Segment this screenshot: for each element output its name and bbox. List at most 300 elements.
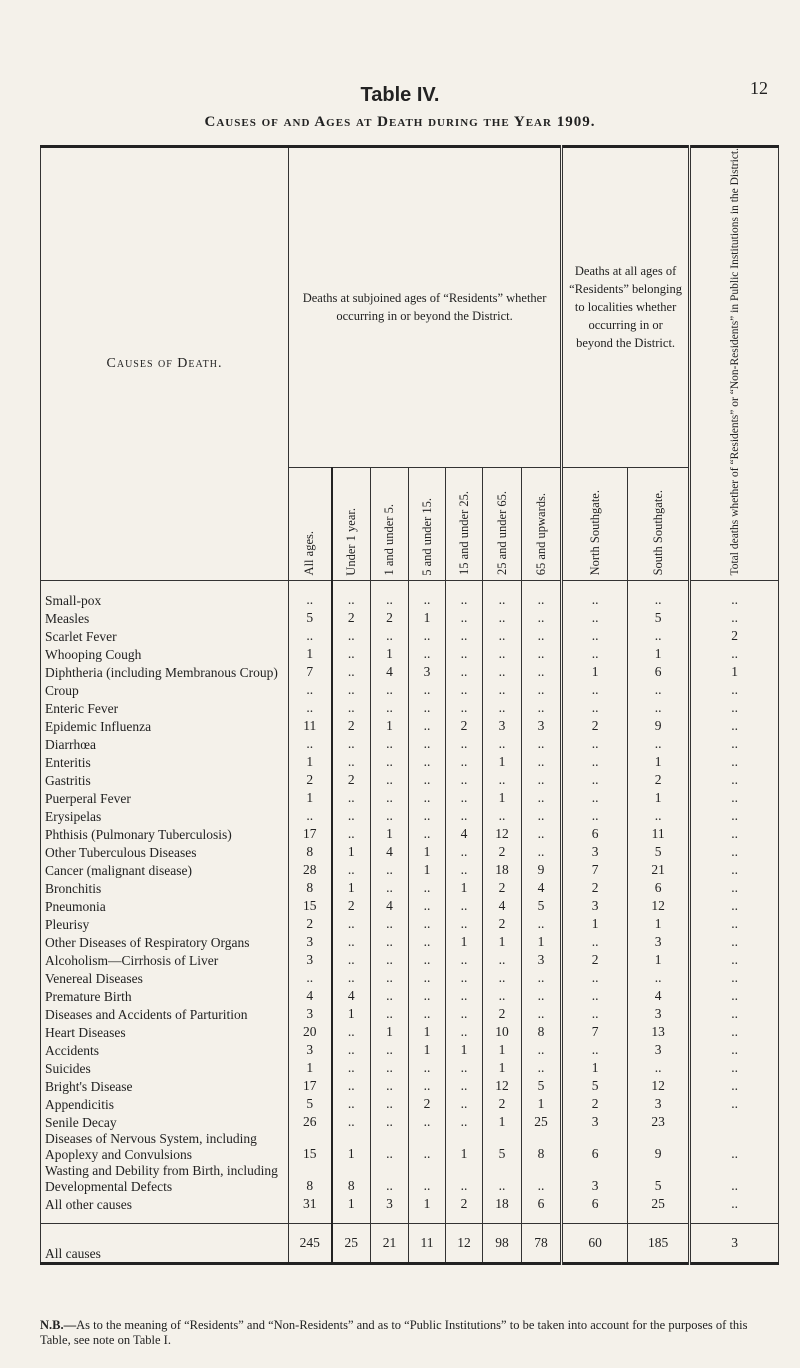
cell: 1 — [409, 1023, 446, 1041]
cell: 1 — [409, 861, 446, 879]
cell: .. — [409, 1131, 446, 1163]
cell: 1 — [522, 933, 562, 951]
table-row — [41, 591, 779, 609]
cell: 3 — [289, 951, 332, 969]
cell: 21 — [371, 1223, 409, 1263]
cell: .. — [332, 1059, 371, 1077]
cell: 2 — [332, 771, 371, 789]
cell: 2 — [289, 915, 332, 933]
table-row — [41, 627, 779, 645]
cell: 4 — [628, 987, 690, 1005]
cell: .. — [483, 645, 522, 663]
cause-label: Accidents — [41, 1041, 289, 1059]
spacer-cell — [41, 1213, 289, 1224]
cell: .. — [409, 1077, 446, 1095]
cell: .. — [446, 897, 483, 915]
table-row — [41, 1041, 779, 1059]
cell: 5 — [483, 1131, 522, 1163]
cell: 6 — [628, 663, 690, 681]
spacer-cell — [522, 1213, 562, 1224]
cell: .. — [690, 825, 779, 843]
cell: .. — [628, 735, 690, 753]
cell: 26 — [289, 1113, 332, 1131]
cell: 2 — [332, 897, 371, 915]
cell: .. — [409, 1163, 446, 1195]
cell: 1 — [628, 915, 690, 933]
cell: 4 — [371, 843, 409, 861]
cell: .. — [446, 699, 483, 717]
cell: .. — [409, 933, 446, 951]
cell: .. — [332, 1095, 371, 1113]
cell: 3 — [483, 717, 522, 735]
spacer-cell — [409, 580, 446, 591]
cell: .. — [332, 699, 371, 717]
cell: .. — [562, 933, 628, 951]
cause-label: Bronchitis — [41, 879, 289, 897]
cell: 78 — [522, 1223, 562, 1263]
cell: .. — [628, 627, 690, 645]
cause-label: Enteritis — [41, 753, 289, 771]
cell: .. — [522, 789, 562, 807]
cell: 1 — [371, 645, 409, 663]
cell: 2 — [483, 1005, 522, 1023]
cause-label: Diphtheria (including Membranous Croup) — [41, 663, 289, 681]
cell: 18 — [483, 1195, 522, 1213]
cell: 25 — [332, 1223, 371, 1263]
cell: .. — [522, 681, 562, 699]
cell: 25 — [522, 1113, 562, 1131]
cell: .. — [446, 987, 483, 1005]
cell: 2 — [332, 717, 371, 735]
table-row — [41, 645, 779, 663]
cell: 3 — [562, 1113, 628, 1131]
cell: .. — [409, 807, 446, 825]
cell: 2 — [483, 915, 522, 933]
cell: .. — [690, 1059, 779, 1077]
cell: .. — [483, 807, 522, 825]
table-row — [41, 951, 779, 969]
cell: .. — [690, 717, 779, 735]
cell: 1 — [483, 1059, 522, 1077]
cell: 7 — [562, 861, 628, 879]
cause-label: Alcoholism—Cirrhosis of Liver — [41, 951, 289, 969]
header-25-to-65: 25 and under 65. — [483, 467, 522, 580]
cell: 13 — [628, 1023, 690, 1041]
cell: 6 — [562, 1131, 628, 1163]
cell: .. — [690, 753, 779, 771]
cell: .. — [371, 1095, 409, 1113]
cell: .. — [371, 1005, 409, 1023]
table-row — [41, 1113, 779, 1131]
cell: .. — [446, 609, 483, 627]
cell: 1 — [409, 1041, 446, 1059]
cell: .. — [409, 987, 446, 1005]
cell: .. — [409, 897, 446, 915]
cell: .. — [446, 915, 483, 933]
cause-label: Diseases of Nervous System, including Apoplexy and Convulsions — [41, 1131, 289, 1163]
cell: .. — [690, 1041, 779, 1059]
cell: 6 — [628, 879, 690, 897]
cell: .. — [409, 753, 446, 771]
cell: .. — [332, 951, 371, 969]
cell: .. — [371, 861, 409, 879]
cause-label: Measles — [41, 609, 289, 627]
cell: 3 — [289, 933, 332, 951]
cell: .. — [371, 951, 409, 969]
causes-of-death-table — [40, 145, 779, 1265]
cell: .. — [690, 1023, 779, 1041]
cell: .. — [446, 1005, 483, 1023]
table-row — [41, 897, 779, 915]
cell: 1 — [371, 717, 409, 735]
cause-label: Senile Decay — [41, 1113, 289, 1131]
table-row — [41, 915, 779, 933]
cell: 4 — [483, 897, 522, 915]
cell: 1 — [483, 753, 522, 771]
cell: 1 — [289, 1059, 332, 1077]
cell: .. — [409, 735, 446, 753]
cell: 2 — [562, 879, 628, 897]
header-causes: Causes of Death. — [41, 147, 289, 581]
cell: .. — [371, 1077, 409, 1095]
spacer-cell — [483, 580, 522, 591]
cell: .. — [332, 1041, 371, 1059]
cell: .. — [332, 1077, 371, 1095]
table-subtitle: Causes of and Ages at Death during the Year 1909. — [204, 114, 596, 130]
cell: .. — [446, 645, 483, 663]
cell: .. — [446, 771, 483, 789]
cell: 7 — [289, 663, 332, 681]
cell: .. — [371, 1163, 409, 1195]
cell: .. — [371, 735, 409, 753]
cell: .. — [446, 1163, 483, 1195]
cell: 1 — [332, 843, 371, 861]
cell: .. — [628, 1059, 690, 1077]
cell: .. — [690, 771, 779, 789]
cell: .. — [562, 969, 628, 987]
cell: .. — [446, 969, 483, 987]
cell: 1 — [483, 1041, 522, 1059]
cell: 2 — [562, 717, 628, 735]
cell: 1 — [332, 1195, 371, 1213]
cell: .. — [522, 591, 562, 609]
cell: .. — [522, 987, 562, 1005]
cell: .. — [483, 609, 522, 627]
cell: 1 — [522, 1095, 562, 1113]
cell: 4 — [522, 879, 562, 897]
cell: 4 — [289, 987, 332, 1005]
cell: .. — [483, 1163, 522, 1195]
cell: 2 — [409, 1095, 446, 1113]
cell: .. — [690, 951, 779, 969]
cell: 12 — [446, 1223, 483, 1263]
cell: 1 — [289, 645, 332, 663]
cell: .. — [483, 969, 522, 987]
cell: 11 — [628, 825, 690, 843]
cell: .. — [289, 627, 332, 645]
spacer-cell — [446, 1213, 483, 1224]
cell: .. — [562, 645, 628, 663]
cell: .. — [562, 1041, 628, 1059]
cell: 3 — [371, 1195, 409, 1213]
cell: 2 — [483, 1095, 522, 1113]
cause-label: Venereal Diseases — [41, 969, 289, 987]
cell: 31 — [289, 1195, 332, 1213]
cell: .. — [690, 897, 779, 915]
table-row — [41, 771, 779, 789]
cell: 5 — [289, 1095, 332, 1113]
table-row — [41, 987, 779, 1005]
cause-label: Enteric Fever — [41, 699, 289, 717]
table-body — [41, 580, 779, 1263]
cell: .. — [446, 663, 483, 681]
cell: .. — [628, 699, 690, 717]
cell: .. — [628, 969, 690, 987]
table-row — [41, 1005, 779, 1023]
header-65-upwards: 65 and upwards. — [522, 467, 562, 580]
spacer-cell — [690, 580, 779, 591]
spacer-cell — [562, 1213, 628, 1224]
cell: .. — [409, 717, 446, 735]
cell: 1 — [628, 753, 690, 771]
cell: 12 — [628, 897, 690, 915]
cell: 9 — [628, 1131, 690, 1163]
cell: .. — [690, 933, 779, 951]
cell: .. — [483, 699, 522, 717]
spacer-row — [41, 580, 779, 591]
cell: 8 — [289, 1163, 332, 1195]
cell: .. — [289, 699, 332, 717]
cell: .. — [522, 663, 562, 681]
cell: 21 — [628, 861, 690, 879]
cell: .. — [446, 843, 483, 861]
cause-label: Small-pox — [41, 591, 289, 609]
table-row — [41, 681, 779, 699]
cell: .. — [332, 663, 371, 681]
cell: 3 — [628, 1041, 690, 1059]
cell: .. — [332, 1023, 371, 1041]
cell: .. — [562, 771, 628, 789]
cell: .. — [446, 1113, 483, 1131]
cell: .. — [332, 861, 371, 879]
cell: .. — [409, 969, 446, 987]
cell: 3 — [522, 717, 562, 735]
cell: .. — [522, 825, 562, 843]
table-row — [41, 1163, 779, 1195]
cell: 4 — [371, 663, 409, 681]
cell: .. — [562, 591, 628, 609]
cause-label: Diseases and Accidents of Parturition — [41, 1005, 289, 1023]
cause-label: Other Diseases of Respiratory Organs — [41, 933, 289, 951]
cell: .. — [409, 1005, 446, 1023]
cause-label: Appendicitis — [41, 1095, 289, 1113]
cause-label: Suicides — [41, 1059, 289, 1077]
cell: .. — [483, 681, 522, 699]
table-row — [41, 933, 779, 951]
cell: 15 — [289, 897, 332, 915]
cell: 6 — [562, 1195, 628, 1213]
table-row — [41, 735, 779, 753]
header-group-localities: Deaths at all ages of “Residents” belonging to localities whether occurring in or beyond the District. — [562, 147, 690, 468]
cell: 23 — [628, 1113, 690, 1131]
cell: .. — [690, 1095, 779, 1113]
cell: .. — [690, 1163, 779, 1195]
cell: .. — [522, 1059, 562, 1077]
cell: .. — [446, 735, 483, 753]
cell: 1 — [332, 1005, 371, 1023]
cell: .. — [522, 969, 562, 987]
cell: 12 — [628, 1077, 690, 1095]
spacer-cell — [446, 580, 483, 591]
cell: 3 — [289, 1041, 332, 1059]
table-row — [41, 1131, 779, 1163]
cell: 1 — [371, 825, 409, 843]
cause-label: Premature Birth — [41, 987, 289, 1005]
cell: 2 — [483, 843, 522, 861]
cell: .. — [446, 1023, 483, 1041]
cell: 1 — [483, 1113, 522, 1131]
header-1-to-5: 1 and under 5. — [371, 467, 409, 580]
cell: 1 — [409, 1195, 446, 1213]
table-row — [41, 1023, 779, 1041]
cell: .. — [332, 825, 371, 843]
cell: 11 — [409, 1223, 446, 1263]
cell: .. — [371, 879, 409, 897]
cell: 1 — [409, 843, 446, 861]
cell: 3 — [289, 1005, 332, 1023]
cell: .. — [332, 735, 371, 753]
header-north-southgate: North Southgate. — [562, 467, 628, 580]
cause-label: Phthisis (Pulmonary Tuberculosis) — [41, 825, 289, 843]
cell: 1 — [446, 933, 483, 951]
cell: .. — [522, 1005, 562, 1023]
cell: 1 — [332, 879, 371, 897]
cell: 3 — [690, 1223, 779, 1263]
table-row — [41, 1077, 779, 1095]
cell: .. — [446, 789, 483, 807]
cell: .. — [371, 1041, 409, 1059]
cell: 2 — [690, 627, 779, 645]
cell: 10 — [483, 1023, 522, 1041]
cell: 1 — [446, 1041, 483, 1059]
cell: .. — [628, 591, 690, 609]
cell: .. — [371, 915, 409, 933]
cell: 6 — [522, 1195, 562, 1213]
cause-label: Pneumonia — [41, 897, 289, 915]
cell: .. — [483, 951, 522, 969]
cell: 17 — [289, 825, 332, 843]
cause-label: Pleurisy — [41, 915, 289, 933]
cell: 5 — [628, 609, 690, 627]
header-15-to-25: 15 and under 25. — [446, 467, 483, 580]
cell: .. — [690, 969, 779, 987]
cell: .. — [371, 771, 409, 789]
cell: .. — [409, 825, 446, 843]
cell: .. — [690, 987, 779, 1005]
cell: .. — [690, 735, 779, 753]
cell: .. — [446, 861, 483, 879]
cause-label: Other Tuberculous Diseases — [41, 843, 289, 861]
cell: .. — [409, 789, 446, 807]
header-5-to-15: 5 and under 15. — [409, 467, 446, 580]
table-row — [41, 789, 779, 807]
cause-label: Croup — [41, 681, 289, 699]
cell: 3 — [628, 1095, 690, 1113]
spacer-cell — [628, 580, 690, 591]
cell: .. — [371, 681, 409, 699]
cell: .. — [483, 771, 522, 789]
cell: 9 — [628, 717, 690, 735]
cell: .. — [690, 915, 779, 933]
cell: .. — [289, 591, 332, 609]
cell: .. — [483, 663, 522, 681]
cell: 7 — [562, 1023, 628, 1041]
cell: .. — [371, 987, 409, 1005]
table-title: Table IV. — [360, 84, 440, 106]
spacer-row — [41, 1213, 779, 1224]
spacer-cell — [289, 580, 332, 591]
cell: 1 — [371, 1023, 409, 1041]
cause-label: Puerperal Fever — [41, 789, 289, 807]
cell: 3 — [562, 897, 628, 915]
cell: .. — [332, 915, 371, 933]
cell: .. — [332, 789, 371, 807]
table-row — [41, 699, 779, 717]
footnote — [40, 1318, 780, 1348]
cell: 12 — [483, 1077, 522, 1095]
cell: 1 — [409, 609, 446, 627]
cell: .. — [446, 1077, 483, 1095]
cell: .. — [446, 627, 483, 645]
cell: .. — [690, 789, 779, 807]
cause-label: All causes — [41, 1223, 289, 1263]
cell: 2 — [628, 771, 690, 789]
spacer-cell — [332, 580, 371, 591]
cell: 11 — [289, 717, 332, 735]
spacer-cell — [41, 580, 289, 591]
header-total-institutions-text: Total deaths whether of “Residents” or “Non-Residents” in Public Institutions in the District. — [728, 148, 741, 576]
cell: .. — [409, 879, 446, 897]
cell: .. — [562, 609, 628, 627]
cell: .. — [690, 1077, 779, 1095]
cause-label: Diarrhœa — [41, 735, 289, 753]
cell: .. — [371, 1059, 409, 1077]
cell: 1 — [628, 789, 690, 807]
cell: .. — [446, 1059, 483, 1077]
cell: 2 — [371, 609, 409, 627]
cell: .. — [522, 627, 562, 645]
cell: 2 — [289, 771, 332, 789]
cell: 1 — [483, 933, 522, 951]
cell: .. — [446, 681, 483, 699]
cell: .. — [522, 915, 562, 933]
cell: 4 — [371, 897, 409, 915]
cause-label: Heart Diseases — [41, 1023, 289, 1041]
cause-label: Erysipelas — [41, 807, 289, 825]
cell: .. — [522, 753, 562, 771]
cell: .. — [371, 1113, 409, 1131]
spacer-cell — [483, 1213, 522, 1224]
cell: .. — [690, 1131, 779, 1163]
cell: .. — [522, 807, 562, 825]
cell: 2 — [483, 879, 522, 897]
cell: 3 — [628, 1005, 690, 1023]
cell: 25 — [628, 1195, 690, 1213]
cell: .. — [562, 735, 628, 753]
cell: .. — [562, 1005, 628, 1023]
cell: 5 — [522, 1077, 562, 1095]
spacer-cell — [628, 1213, 690, 1224]
